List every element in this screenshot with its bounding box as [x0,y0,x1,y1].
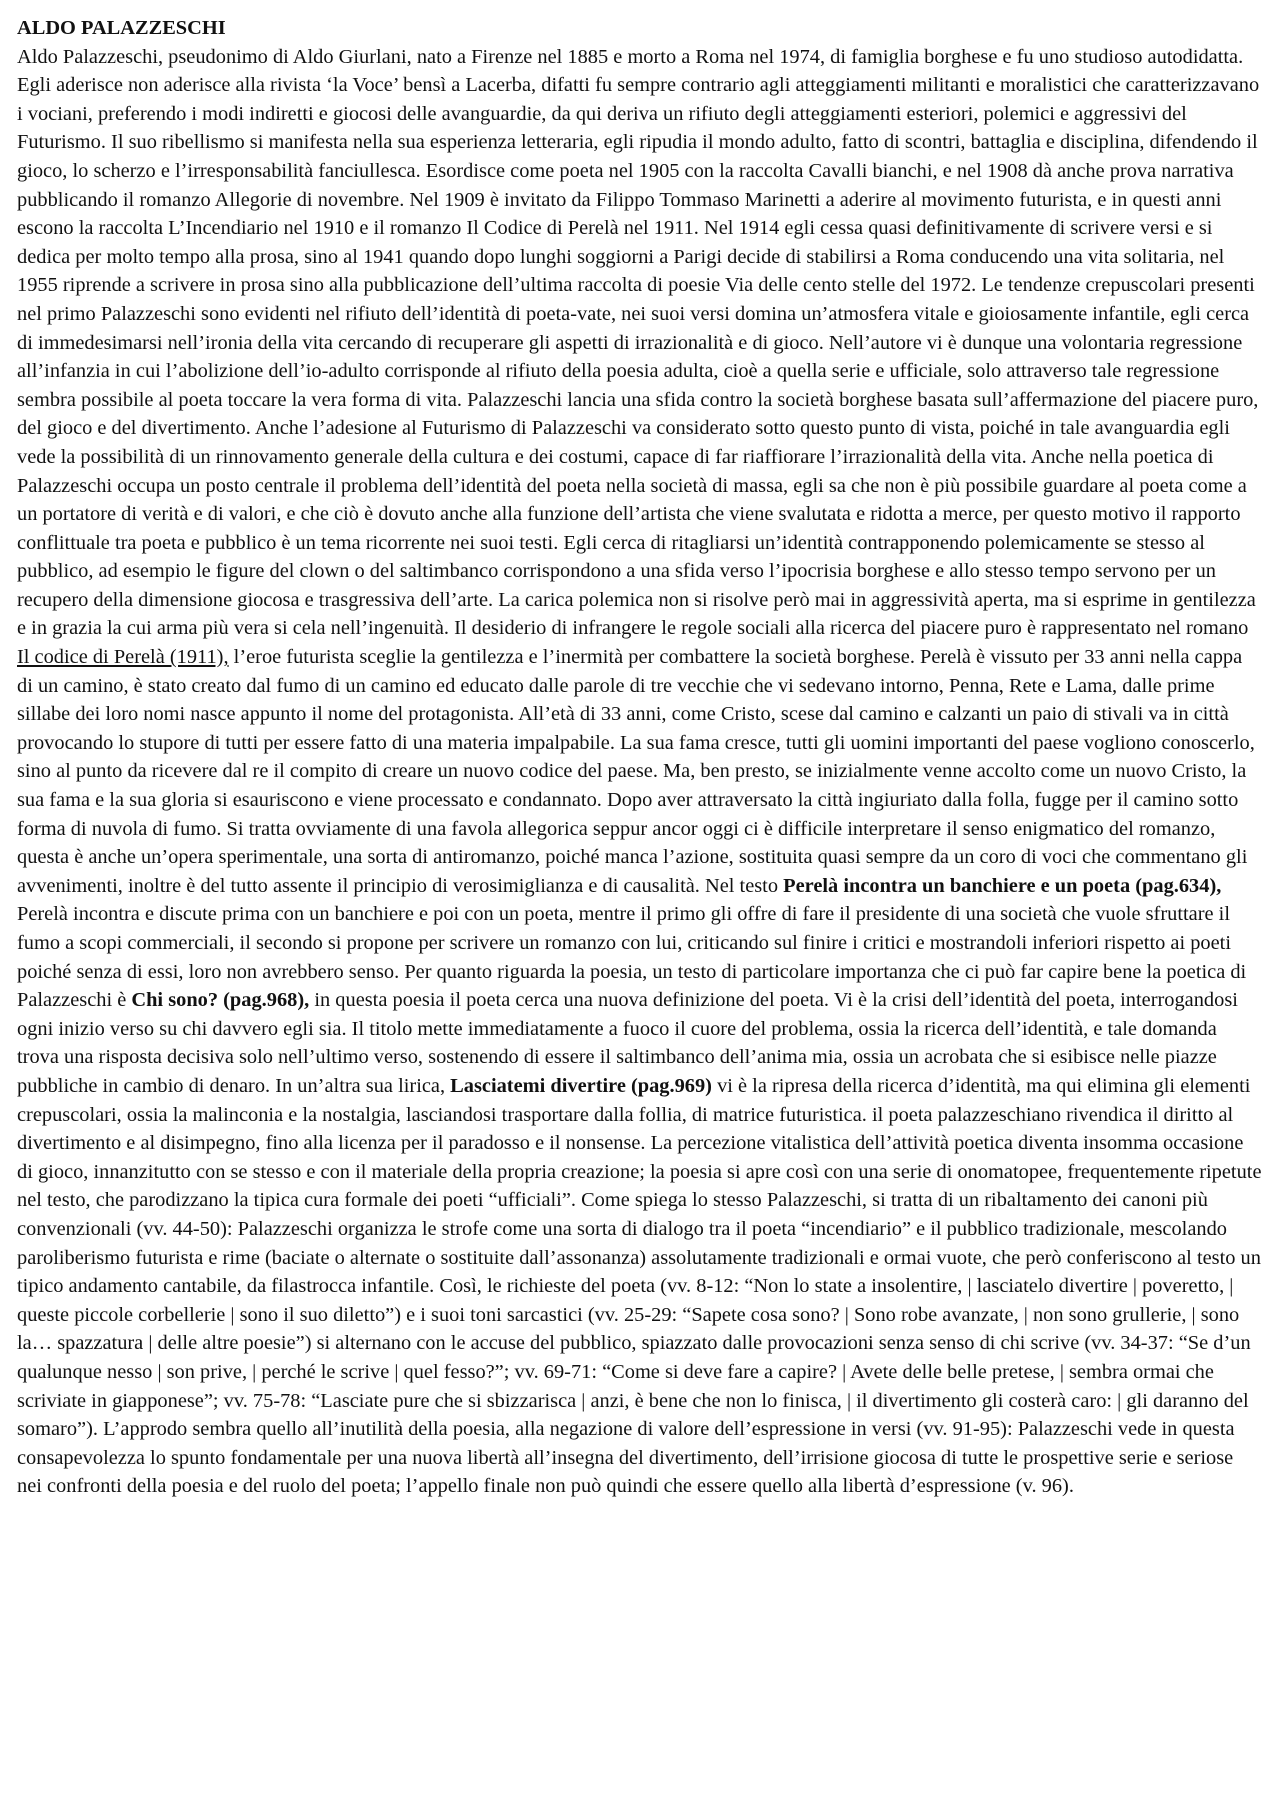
body-segment: in questa poesia il poeta cerca una nuova definizione del poeta. Vi è la crisi dell’identità del poeta, interrogandosi ogni inizio verso su chi davvero egli sia. Il titolo mette immediatamente a fuoco il cuore del problema, ossia la ricerca dell’identità, e tale domanda trova una risposta decisiva solo nell’ultimo verso, sostenendo di essere il saltimbanco dell’anima mia, ossia un acrobata che si esibisce nelle piazze pubbliche in cambio di denaro. In un’altra sua lirica, [17,989,1238,1097]
poem-reference-bold: Chi sono? (pag.968), [131,989,310,1012]
body-segment: Aldo Palazzeschi, pseudonimo di Aldo Giurlani, nato a Firenze nel 1885 e morto a Roma nel 1974, di famiglia borghese e fu uno studioso autodidatta. Egli aderisce non aderisce alla rivista ‘la Voce’ bensì a Lacerba, difatti fu sempre contrario agli atteggiamenti militanti e moralistici che caratterizzavano i vociani, preferendo i modi indiretti e giocosi delle avanguardie, da qui deriva un rifiuto degli atteggiamenti esteriori, polemici e aggressivi del Futurismo. Il suo ribellismo si manifesta nella sua esperienza letteraria, egli ripudia il mondo adulto, fatto di scontri, battaglia e disciplina, difendendo il gioco, lo scherzo e l’irresponsabilità fanciullesca. Esordisce come poeta nel 1905 con la raccolta Cavalli bianchi, e nel 1908 dà anche prova narrativa pubblicando il romanzo Allegorie di novembre. Nel 1909 è invitato da Filippo Tommaso Marinetti a aderire al movimento futurista, e in questi anni escono la raccolta L’Incendiario nel 1910 e il romanzo Il Codice di Perelà nel 1911. Nel 1914 egli cessa quasi definitivamente di scrivere versi e si dedica per molto tempo alla prosa, sino al 1941 quando dopo lunghi soggiorni a Parigi decide di stabilirsi a Roma conducendo una vita solitaria, nel 1955 riprende a scrivere in prosa sino alla pubblicazione dell’ultima raccolta di poesie Via delle cento stelle del 1972. Le tendenze crepuscolari presenti nel primo Palazzeschi sono evidenti nel rifiuto dell’identità di poeta-vate, nei suoi versi domina un’atmosfera vitale e gioiosamente infantile, egli cerca di immedesimarsi nell’ironia della vita cercando di recuperare gli aspetti di irrazionalità e di gioco. Nell’autore vi è dunque una volontaria regressione all’infanzia in cui l’abolizione dell’io-adulto corrisponde al rifiuto della poesia adulta, cioè a quella serie e ufficiale, solo attraverso tale regressione sembra possibile al poeta toccare la vera forma di vita. Palazzeschi lancia una sfida contro la società borghese basata sull’affermazione del piacere puro, del gioco e del divertimento. Anche l’adesione al Futurismo di Palazzeschi va considerato sotto questo punto di vista, poiché in tale avanguardia egli vede la possibilità di un rinnovamento generale della cultura e dei costumi, capace di far riaffiorare l’irrazionalità della vita. Anche nella poetica di Palazzeschi occupa un posto centrale il problema dell’identità del poeta nella società di massa, egli sa che non è più possibile guardare al poeta come a un portatore di verità e di valori, e che ciò è dovuto anche alla funzione dell’artista che viene svalutata e ridotta a merce, per questo motivo il rapporto conflittuale tra poeta e pubblico è un tema ricorrente nei suoi testi. Egli cerca di ritagliarsi un’identità contrapponendo polemicamente se stesso al pubblico, ad esempio le figure del clown o del saltimbanco corrispondono a una sfida verso l’ipocrisia borghese e allo stesso tempo servono per un recupero della dimensione giocosa e trasgressiva dell’arte. La carica polemica non si risolve però mai in aggressività aperta, ma si esprime in gentilezza e in grazia la cui arma più vera si cela nell’ingenuità. Il desiderio di infrangere le regole sociali alla ricerca del piacere puro è rappresentato nel romano [17,45,1260,640]
poem-reference-bold: Lasciatemi divertire (pag.969) [450,1074,712,1097]
document-title: ALDO PALAZZESCHI [17,17,226,39]
text-reference-bold: Perelà incontra un banchiere e un poeta (pag.634), [783,874,1222,897]
document-body [17,43,1263,1501]
body-segment: Perelà incontra e discute prima con un banchiere e poi con un poeta, mentre il primo gli offre di fare il presidente di una società che vuole sfruttare il fumo a scopi commerciali, il secondo si propone per scrivere un romanzo con lui, criticando sul finire i critici e mostrandoli inferiori rispetto ai poeti poiché senza di essi, loro non avrebbero senso. Per quanto riguarda la poesia, un testo di particolare importanza che ci può far capire bene la poetica di Palazzeschi è [17,903,1247,1012]
body-segment: vi è la ripresa della ricerca d’identità, ma qui elimina gli elementi crepuscolari, ossia la malinconia e la nostalgia, lasciandosi trasportare dalla follia, di matrice futuristica. il poeta palazzeschiano rivendica il diritto al divertimento e al disimpegno, fino alla licenza per il paradosso e il nonsense. La percezione vitalistica dell’attività poetica diventa insomma occasione di gioco, innanzitutto con se stesso e con il materiale della propria creazione; la poesia si apre così con una serie di onomatopee, frequentemente ripetute nel testo, che parodizzano la tipica cura formale dei poeti “ufficiali”. Come spiega lo stesso Palazzeschi, si tratta di un ribaltamento dei canoni più convenzionali (vv. 44-50): Palazzeschi organizza le strofe come una sorta di dialogo tra il poeta “incendiario” e il pubblico tradizionale, mescolando paroliberismo futurista e rime (baciate o alternate o sostituite dall’assonanza) assolutamente tradizionali e ormai vuote, che però conferiscono al testo un tipico andamento cantabile, da filastrocca infantile. Così, le richieste del poeta (vv. 8-12: “Non lo state a insolentire, | lasciatelo divertire | poveretto, | queste piccole corbellerie | sono il suo diletto”) e i suoi toni sarcastici (vv. 25-29: “Sapete cosa sono? | Sono robe avanzate, | non sono grullerie, | sono la… spazzatura | delle altre poesie”) si alternano con le accuse del pubblico, spiazzato dalle provocazioni senza senso di chi scrive (vv. 34-37: “Se d’un qualunque nesso | son prive, | perché le scrive | quel fesso?”; vv. 69-71: “Come si deve fare a capire? | Avete delle belle pretese, | sembra ormai che scriviate in giapponese”; vv. 75-78: “Lasciate pure che si sbizzarisca | anzi, è bene che non lo finisca, | il divertimento gli costerà caro: | gli daranno del somaro”). L’approdo sembra quello all’inutilità della poesia, alla negazione di valore dell’espressione in versi (vv. 91-95): Palazzeschi vede in questa consapevolezza lo spunto fondamentale per una nuova libertà all’insegna del divertimento, dell’irrisione giocosa di tutte le prospettive serie e seriose nei confronti della poesia e del ruolo del poeta; l’appello finale non può quindi che essere quello alla libertà d’espressione (v. 96). [17,1074,1262,1498]
body-segment: l’eroe futurista sceglie la gentilezza e l’inermità per combattere la società borghese. Perelà è vissuto per 33 anni nella cappa di un camino, è stato creato dal fumo di un camino ed educato dalle parole di tre vecchie che vi sedevano intorno, Penna, Rete e Lama, dalle prime sillabe dei loro nomi nasce appunto il nome del protagonista. All’età di 33 anni, come Cristo, scese dal camino e calzanti un paio di stivali va in città provocando lo stupore di tutti per essere fatto di una materia impalpabile. La sua fama cresce, tutti gli uomini importanti del paese vogliono conoscerlo, sino al punto da ricevere dal re il compito di creare un nuovo codice del paese. Ma, ben presto, se inizialmente venne accolto come un nuovo Cristo, la sua fama e la sua gloria si esauriscono e viene processato e condannato. Dopo aver attraversato la città ingiuriato dalla folla, fugge per il camino sotto forma di nuvola di fumo. Si tratta ovviamente di una favola allegorica seppur ancor oggi ci è difficile interpretare il senso enigmatico del romanzo, questa è anche un’opera sperimentale, una sorta di antiromanzo, poiché manca l’azione, sostituita quasi sempre da un coro di voci che commentano gli avvenimenti, inoltre è del tutto assente il principio di verosimiglianza e di causalità. Nel testo [17,646,1255,897]
book-title-underlined: Il codice di Perelà (1911), [17,646,229,669]
document-page [17,14,1263,1501]
